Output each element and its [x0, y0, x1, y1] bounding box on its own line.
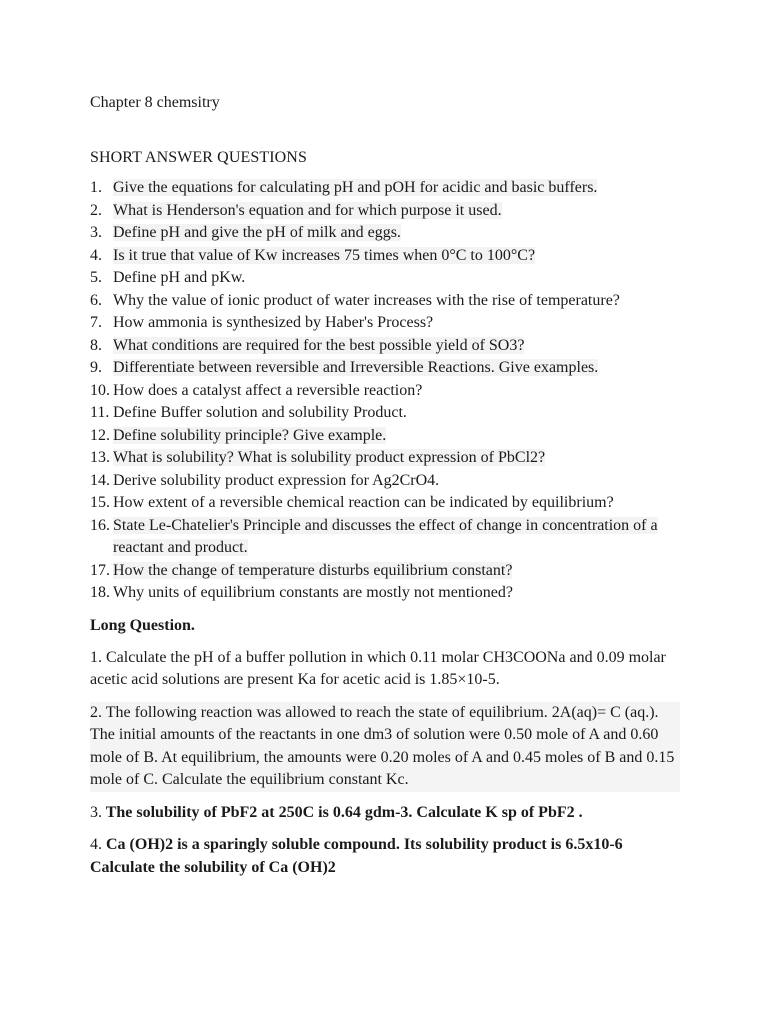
long-question-heading: Long Question. — [90, 616, 195, 634]
long-question — [90, 702, 680, 792]
question-text: How does a catalyst affect a reversible reaction? — [113, 381, 423, 399]
question-text: Differentiate between reversible and Irreversible Reactions. Give examples. — [113, 359, 599, 376]
question-text: Define solubility principle? Give example. — [113, 426, 387, 444]
question-text: Why the value of ionic product of water increases with the rise of temperature? — [113, 291, 620, 309]
question-text: The following reaction was allowed to reach the state of equilibrium. 2A(aq)= C (aq.). The initial amounts of the reactants in one dm3 of solution were 0.50 mole of A and 0.60 mole of B. At equilibrium, the amounts were 0.20 moles of A and 0.45 moles of B and 0.15 mole of C. Calculate the equilibrium constant Kc. — [90, 703, 675, 788]
question-text: Define pH and give the pH of milk and eggs. — [113, 224, 401, 241]
question-text: State Le-Chatelier's Principle and discusses the effect of change in concentration of a reactant and product. — [113, 516, 658, 556]
question-text: The solubility of PbF2 at 250C is 0.64 gdm-3. Calculate K sp of PbF2 . — [102, 803, 583, 821]
question-text: How ammonia is synthesized by Haber's Process? — [113, 314, 434, 331]
question-text: What is solubility? What is solubility product expression of PbCl2? — [113, 449, 546, 466]
list-item — [90, 290, 690, 313]
long-question — [90, 647, 680, 692]
question-number: 12. — [90, 426, 110, 444]
question-number: 1. — [90, 179, 102, 196]
question-number: 7. — [90, 314, 102, 331]
question-number: 14. — [90, 471, 110, 489]
question-text: How extent of a reversible chemical reaction can be indicated by equilibrium? — [113, 494, 614, 511]
list-item — [90, 470, 690, 493]
question-text: Is it true that value of Kw increases 75 times when 0°C to 100°C? — [113, 246, 536, 264]
list-item — [90, 357, 690, 380]
question-number: 17. — [90, 561, 110, 579]
question-number: 18. — [90, 584, 110, 601]
question-number: 5. — [90, 269, 102, 286]
question-number: 3. — [90, 803, 102, 821]
list-item — [90, 245, 690, 268]
document-page — [90, 92, 690, 879]
question-number: 4. — [90, 836, 102, 853]
question-text: Define Buffer solution and solubility Product. — [113, 404, 407, 421]
question-text: How the change of temperature disturbs equilibrium constant? — [113, 561, 513, 579]
list-item — [90, 335, 690, 358]
question-text: Why units of equilibrium constants are mostly not mentioned? — [113, 584, 513, 601]
question-text: Give the equations for calculating pH and pOH for acidic and basic buffers. — [113, 179, 598, 196]
question-text: Calculate the pH of a buffer pollution in which 0.11 molar CH3COONa and 0.09 molar acetic acid solutions are present Ka for acetic acid is 1.85×10-5. — [90, 648, 666, 688]
question-number: 9. — [90, 359, 102, 376]
question-number: 2. — [90, 201, 102, 219]
question-number: 3. — [90, 224, 102, 241]
question-number: 15. — [90, 494, 110, 511]
list-item — [90, 425, 690, 448]
question-text: Derive solubility product expression for Ag2CrO4. — [113, 471, 440, 489]
question-number: 11. — [90, 404, 110, 421]
list-item — [90, 492, 690, 515]
question-number: 4. — [90, 246, 102, 264]
long-question — [90, 802, 680, 825]
list-item — [90, 267, 690, 290]
question-number: 1. — [90, 648, 102, 666]
question-text: Ca (OH)2 is a sparingly soluble compound. Its solubility product is 6.5x10-6 Calculate the solubility of Ca (OH)2 — [90, 836, 623, 876]
question-number: 16. — [90, 516, 110, 534]
list-item — [90, 380, 690, 403]
list-item — [90, 402, 690, 425]
list-item — [90, 200, 690, 223]
list-item — [90, 222, 690, 245]
short-question-list — [90, 177, 690, 605]
list-item — [90, 582, 690, 605]
list-item — [90, 312, 690, 335]
document-title: Chapter 8 chemsitry — [90, 94, 220, 111]
question-number: 13. — [90, 449, 110, 466]
question-text: What is Henderson's equation and for which purpose it used. — [113, 201, 502, 219]
list-item — [90, 515, 690, 560]
question-number: 10. — [90, 381, 110, 399]
list-item — [90, 177, 690, 200]
long-question — [90, 834, 680, 879]
question-number: 2. — [90, 703, 102, 721]
question-text: Define pH and pKw. — [113, 269, 246, 286]
question-number: 8. — [90, 336, 102, 354]
question-number: 6. — [90, 291, 102, 309]
short-answer-heading: SHORT ANSWER QUESTIONS — [90, 149, 307, 166]
question-text: What conditions are required for the best possible yield of SO3? — [113, 336, 525, 354]
list-item — [90, 560, 690, 583]
list-item — [90, 447, 690, 470]
